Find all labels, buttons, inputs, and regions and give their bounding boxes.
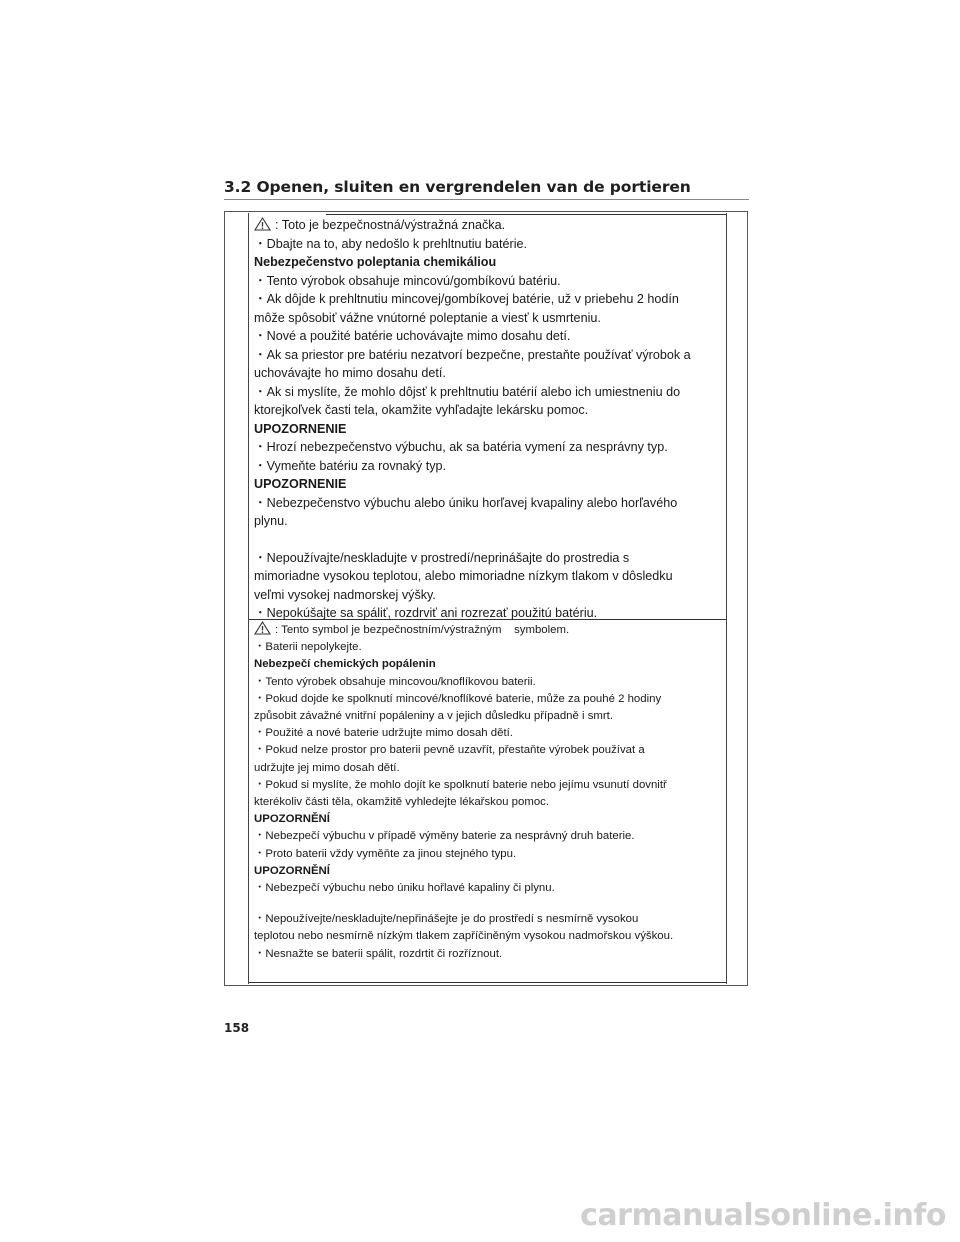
section-title: 3.2 Openen, sluiten en vergrendelen van de portieren [224,178,691,196]
notice-line: veľmi vysokej nadmorskej výšky. [254,587,436,602]
inner-left-border [248,213,249,984]
notice-line: ・Ak dôjde k prehltnutiu mincovej/gombíkovej batérie, už v priebehu 2 hodín [254,292,679,306]
notice-line: ・Tento výrobek obsahuje mincovou/knoflíkovou baterii. [254,675,536,688]
notice-slovak-symbol-text: : Toto je bezpečnostná/výstražná značka. [275,218,506,232]
notice-bottom-rule [249,982,726,983]
notice-line: kterékoliv části těla, okamžitě vyhledejte lékařskou pomoc. [254,796,550,809]
inner-right-border [726,213,727,984]
notice-line: ・Nepoužívajte/neskladujte v prostredí/neprinášajte do prostredia s [254,550,630,565]
notice-line: ・Pokud si myslíte, že mohlo dojít ke spolknutí baterie nebo jejímu vsunutí dovnitř [254,778,667,791]
notice-subheading: Nebezpečí chemických popálenin [254,658,436,671]
notice-line: ・Nové a použité batérie uchovávajte mimo dosahu detí. [254,329,571,343]
watermark: carmanualsonline.info [580,1198,946,1233]
notice-line: ktorejkoľvek časti tela, okamžite vyhľadajte lekársku pomoc. [254,403,589,417]
notice-czech-symbol-text: : Tento symbol je bezpečnostním/výstražným symbolem. [275,624,570,636]
notice-line: ・Ak sa priestor pre batériu nezatvorí bezpečne, prestaňte používať výrobok a [254,347,691,362]
notice-line: ・Ak si myslíte, že mohlo dôjsť k prehltnutiu batérií alebo ich umiestneniu do [254,384,681,399]
notice-line: ・Nebezpečí výbuchu v případě výměny baterie za nesprávný druh baterie. [254,830,635,843]
notice-line: ・Nebezpečí výbuchu nebo úniku hořlavé kapaliny či plynu. [254,882,555,895]
notice-subheading: Nebezpečenstvo poleptania chemikáliou [254,255,497,269]
notice-slovak-symbol-line [254,216,724,235]
notice-line: ・Pokud dojde ke spolknutí mincové/knoflíkové baterie, může za pouhé 2 hodiny [254,692,662,705]
notice-line: ・Tento výrobok obsahuje mincovú/gombíkovú batériu. [254,273,561,288]
warning-triangle-icon [254,217,271,231]
notice-line: způsobit závažné vnitřní popáleniny a v jejich důsledku případně i smrt. [254,710,614,723]
notice-line: ・Vymeňte batériu za rovnaký typ. [254,458,447,473]
page-number: 158 [224,1021,250,1035]
notice-slovak [254,216,724,623]
notice-subheading: UPOZORNENIE [254,477,347,491]
notice-line: teplotou nebo nesmírně nízkým tlakem zapříčiněným vysokou nadmořskou výškou. [254,930,674,943]
notice-subheading: UPOZORNĚNÍ [254,813,330,826]
title-divider [224,199,749,200]
notice-line: ・Použité a nové baterie udržujte mimo dosah dětí. [254,727,513,740]
notice-line: môže spôsobiť vážne vnútorné poleptanie a viesť k usmrteniu. [254,310,601,325]
notice-line: ・Nesnažte se baterii spálit, rozdrtit či rozříznout. [254,947,503,960]
notice-line: ・Nepokúšajte sa spáliť, rozdrviť ani rozrezať použitú batériu. [254,606,598,620]
notice-line: ・Hrozí nebezpečenstvo výbuchu, ak sa batéria vymení za nesprávny typ. [254,440,668,454]
notice-czech [254,621,724,963]
notice-line: plynu. [254,514,288,528]
notice-line: ・Baterii nepolykejte. [254,641,362,654]
notice-line: ・Nepoužívejte/neskladujte/nepřinášejte je do prostředí s nesmírně vysokou [254,913,639,926]
notice-line: mimoriadne vysokou teplotou, alebo mimoriadne nízkym tlakom v dôsledku [254,569,673,583]
notice-subheading: UPOZORNĚNÍ [254,864,330,877]
notice-line: ・Dbajte na to, aby nedošlo k prehltnutiu batérie. [254,236,528,251]
notice-czech-symbol-line [254,621,724,639]
notice-line: uchovávajte ho mimo dosahu detí. [254,366,446,380]
notice-subheading: UPOZORNENIE [254,421,347,436]
notice-line: ・Nebezpečenstvo výbuchu alebo úniku horľavej kvapaliny alebo horľavého [254,495,678,510]
warning-triangle-icon [254,621,271,635]
notice-line: ・Proto baterii vždy vyměňte za jinou stejného typu. [254,847,517,860]
notice-line: ・Pokud nelze prostor pro baterii pevně uzavřít, přestaňte výrobek používat a [254,744,645,757]
notice-top-rule [326,214,726,215]
notice-line: udržujte jej mimo dosah dětí. [254,761,400,774]
